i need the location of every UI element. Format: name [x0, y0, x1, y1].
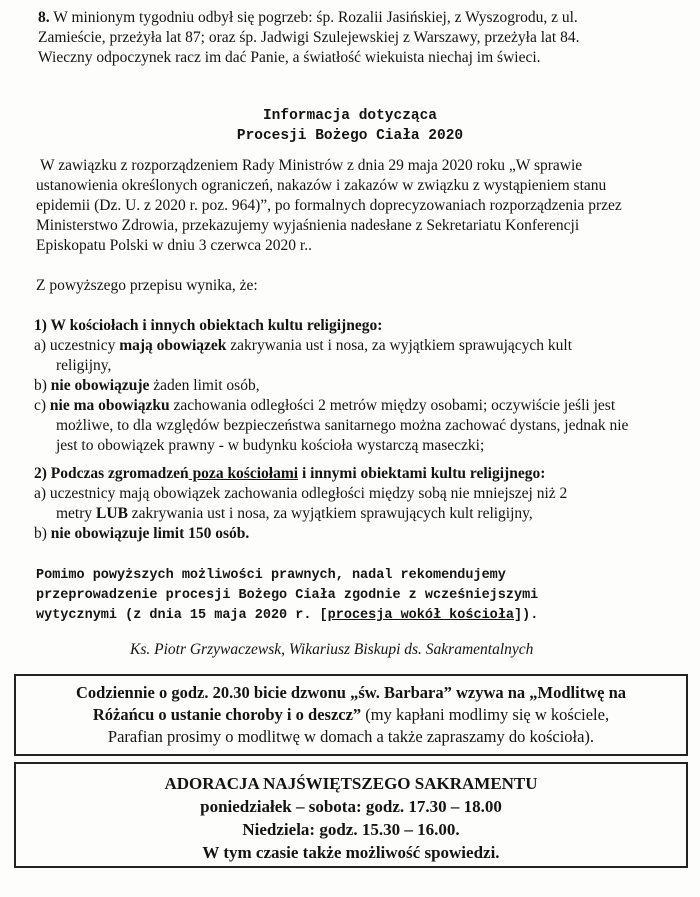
section1-c-prefix: c): [34, 397, 50, 414]
adoration-title: ADORACJA NAJŚWIĘTSZEGO SAKRAMENTU: [164, 774, 538, 793]
recommendation-line-3-start: wytycznymi (z dnia 15 maja 2020 r. [: [36, 608, 328, 623]
section1-c-cont1: możliwe, to dla względów bezpieczeństwa sanitarnego można zachować dystans, jednak nie: [56, 417, 629, 434]
bell-line-2-bold: Różańcu o ustanie choroby i o deszcz”: [92, 705, 362, 724]
bell-line-1: Codziennie o godz. 20.30 bicie dzwonu „św. Barbara” wzywa na „Modlitwę na: [75, 683, 626, 702]
recommendation-line-3-end: ]).: [514, 608, 539, 623]
regulation-line-2: ustanowienia określonych ograniczeń, nakazów i zakazów w związku z wystąpieniem stanu: [36, 177, 607, 194]
bell-line-2-rest: (my kapłani modlimy się w kościele,: [361, 705, 610, 724]
regulation-line-1: W zawiązku z rozporządzeniem Rady Ministrów z dnia 29 maja 2020 roku „W sprawie: [40, 157, 583, 174]
funeral-line-2: Zamieście, przeżyła lat 87; oraz śp. Jadwigi Szulejewskiej z Warszawy, przeżyła lat 84.: [38, 29, 580, 46]
section2-b-prefix: b): [34, 525, 51, 542]
section2-a-line2-start: metry: [56, 505, 97, 522]
regulation-line-5: Episkopatu Polski w dniu 3 czerwca 2020 r..: [36, 237, 312, 254]
signature: [130, 640, 650, 660]
adoration-sunday: Niedziela: godz. 15.30 – 16.00.: [242, 820, 460, 839]
section-churches: [34, 316, 684, 456]
funeral-line-3: Wieczny odpoczynek racz im dać Panie, a światłość wiekuista niechaj im świeci.: [38, 49, 541, 66]
regulation-paragraph: [36, 156, 676, 256]
rule-intro-text: Z powyższego przepisu wynika, że:: [36, 277, 258, 294]
section2-a-line1: a) uczestnicy mają obowiązek zachowania odległości między sobą nie mniejszej niż 2: [34, 485, 568, 502]
section2-heading-end: i innymi obiektami kultu religijnego:: [298, 465, 546, 482]
item-number: 8.: [38, 9, 50, 26]
section2-b-bold: nie obowiązuje limit 150 osób.: [50, 525, 250, 542]
heading-line-1: Informacja dotycząca: [262, 108, 438, 124]
section1-a-cont: religijny,: [56, 357, 112, 374]
section-outside: [34, 464, 684, 544]
rule-intro: [36, 276, 676, 296]
adoration-confession: W tym czasie także możliwość spowiedzi.: [202, 843, 500, 862]
recommendation: [36, 566, 676, 626]
adoration-box: [14, 762, 688, 868]
section1-heading: 1) W kościołach i innych obiektach kultu religijnego:: [34, 317, 383, 334]
section1-b-bold: nie obowiązuje: [50, 377, 150, 394]
regulation-line-3: epidemii (Dz. U. z 2020 r. poz. 964)”, po formalnych doprecyzowaniach rozporządzenia przez: [36, 197, 622, 214]
recommendation-line-2: przeprowadzenie procesji Bożego Ciała zgodnie z wcześniejszymi: [36, 588, 539, 603]
adoration-weekdays: poniedziałek – sobota: godz. 17.30 – 18.00: [200, 797, 502, 816]
section2-heading-underlined: poza kościołami: [188, 465, 299, 482]
section1-b-rest: żaden limit osób,: [149, 377, 260, 394]
section1-c-rest: zachowania odległości 2 metrów między osobami; oczywiście jeśli jest: [169, 397, 616, 414]
section1-a-prefix: a) uczestnicy: [34, 337, 120, 354]
section1-a-rest: zakrywania ust i nosa, za wyjątkiem sprawujących kult: [226, 337, 573, 354]
section2-a-line2-bold: LUB: [96, 505, 128, 522]
funeral-notice: [38, 8, 678, 68]
signature-text: Ks. Piotr Grzywaczewsk, Wikariusz Biskupi ds. Sakramentalnych: [130, 641, 534, 658]
funeral-line-1: W minionym tygodniu odbył się pogrzeb: śp. Rozalii Jasińskiej, z Wyszogrodu, z ul.: [49, 9, 578, 26]
regulation-line-4: Ministerstwo Zdrowia, przekazujemy wyjaśnienia nadesłane z Sekretariatu Konferencji: [36, 217, 580, 234]
bell-prayer-box: [14, 674, 688, 756]
section1-c-bold: nie ma obowiązku: [49, 397, 170, 414]
section-heading: [0, 106, 700, 146]
section1-c-cont2: jest to obowiązek prawny - w budynku kościoła wystarczą maseczki;: [56, 437, 485, 454]
section2-heading-start: 2) Podczas zgromadzeń: [34, 465, 189, 482]
recommendation-underlined: procesja wokół kościoła: [327, 608, 514, 623]
heading-line-2: Procesji Bożego Ciała 2020: [236, 128, 464, 144]
section1-a-bold: mają obowiązek: [119, 337, 227, 354]
section2-a-line2-end: zakrywania ust i nosa, za wyjątkiem sprawujących kult religijny,: [127, 505, 533, 522]
bell-line-3: Parafian prosimy o modlitwę w domach a także zapraszamy do kościoła).: [107, 727, 595, 746]
section1-b-prefix: b): [34, 377, 51, 394]
recommendation-line-1: Pomimo powyższych możliwości prawnych, nadal rekomendujemy: [36, 568, 506, 583]
